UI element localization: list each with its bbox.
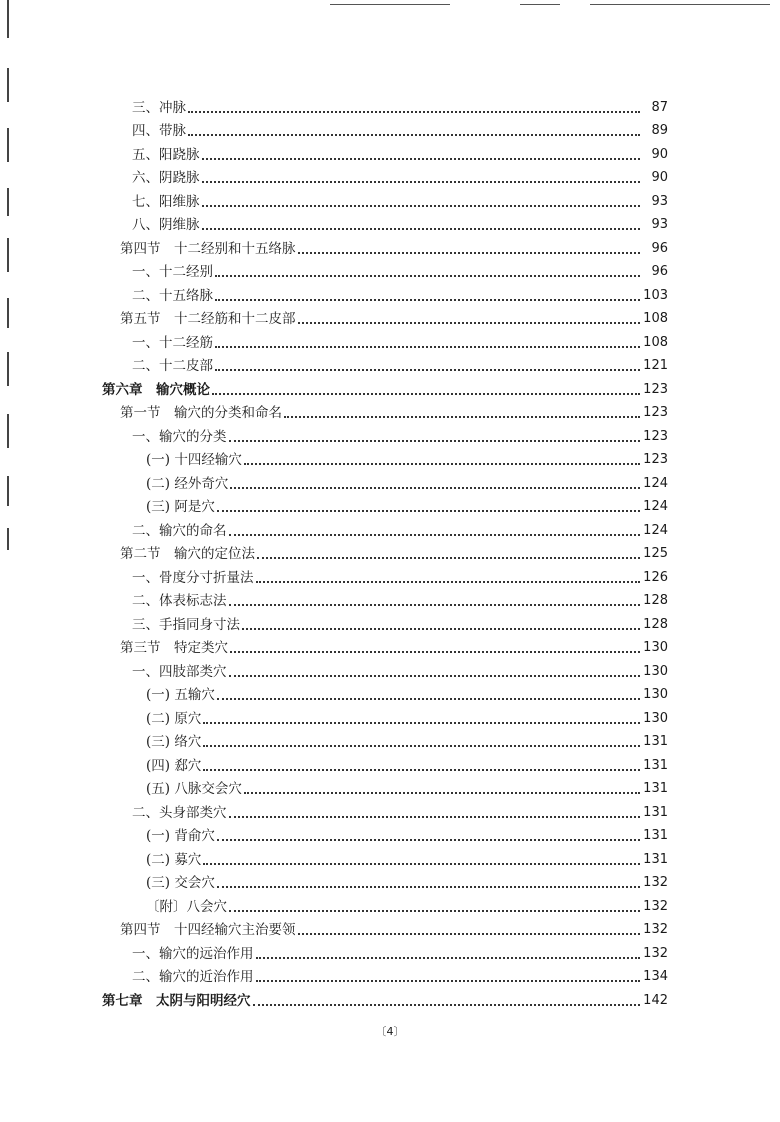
- toc-entry-page: 90: [651, 146, 668, 162]
- toc-entry-page: 132: [643, 875, 668, 890]
- toc-entry-page: 128: [643, 616, 668, 632]
- dot-leader: [203, 857, 640, 865]
- dot-leader: [217, 692, 640, 700]
- toc-entry[interactable]: [0, 327, 780, 351]
- toc-entry[interactable]: [0, 680, 780, 704]
- dot-leader: [229, 598, 641, 606]
- toc-entry[interactable]: [0, 515, 780, 539]
- toc-entry-label: 一、十二经筋: [132, 334, 213, 351]
- toc-entry[interactable]: [0, 539, 780, 563]
- toc-entry[interactable]: [0, 92, 780, 116]
- dot-leader: [202, 222, 641, 230]
- dot-leader: [217, 833, 640, 841]
- toc-entry[interactable]: [0, 186, 780, 210]
- toc-entry-page: 93: [651, 193, 668, 209]
- toc-entry-page: 131: [643, 804, 668, 820]
- toc-entry-label: 二、体表标志法: [132, 593, 227, 609]
- toc-entry[interactable]: [0, 609, 780, 633]
- toc-entry-label: 二、输穴的命名: [132, 522, 227, 539]
- dot-leader: [229, 434, 641, 442]
- toc-entry[interactable]: [0, 727, 780, 751]
- toc-entry[interactable]: [0, 116, 780, 140]
- toc-entry[interactable]: [0, 915, 780, 939]
- toc-entry-label: (二) 募穴: [146, 851, 202, 868]
- toc-entry[interactable]: [0, 703, 780, 727]
- toc-entry-page: 134: [643, 969, 668, 984]
- toc-entry-page: 125: [643, 546, 668, 561]
- toc-entry-label: 二、十五络脉: [132, 287, 213, 304]
- toc-entry-page: 121: [643, 358, 668, 373]
- toc-entry-label: 二、输穴的近治作用: [132, 969, 254, 985]
- scan-edge-line: [520, 4, 560, 5]
- toc-entry[interactable]: [0, 304, 780, 328]
- toc-entry[interactable]: [0, 257, 780, 281]
- toc-entry-label: 五、阳跷脉: [132, 146, 200, 163]
- scan-edge-line: [590, 4, 770, 5]
- toc-entry-page: 132: [643, 945, 668, 961]
- dot-leader: [212, 387, 640, 395]
- toc-entry-label: 第三节 特定类穴: [120, 640, 228, 656]
- toc-entry[interactable]: [0, 938, 780, 962]
- toc-entry-page: 123: [643, 405, 668, 420]
- dot-leader: [202, 199, 641, 207]
- dot-leader: [298, 316, 641, 324]
- toc-entry[interactable]: [0, 351, 780, 375]
- toc-entry[interactable]: [0, 421, 780, 445]
- toc-entry-label: 六、阴跷脉: [132, 170, 200, 186]
- toc-entry-label: 二、十二皮部: [132, 358, 213, 374]
- toc-entry[interactable]: [0, 821, 780, 845]
- toc-entry-page: 131: [643, 828, 668, 843]
- dot-leader: [298, 246, 641, 254]
- toc-entry[interactable]: [0, 750, 780, 774]
- toc-chapter-entry[interactable]: [0, 374, 780, 398]
- toc-entry-page: 126: [643, 569, 668, 585]
- dot-leader: [242, 622, 640, 630]
- scan-edge-line: [330, 4, 450, 5]
- toc-entry-label: 一、四肢部类穴: [132, 663, 227, 680]
- dot-leader: [244, 786, 640, 794]
- dot-leader: [202, 152, 641, 160]
- toc-entry-label: (五) 八脉交会穴: [146, 781, 242, 797]
- toc-entry-page: 132: [643, 922, 668, 937]
- dot-leader: [217, 504, 640, 512]
- dot-leader: [202, 175, 641, 183]
- dot-leader: [253, 998, 641, 1006]
- dot-leader: [229, 669, 641, 677]
- toc-entry-label: (一) 背俞穴: [146, 828, 215, 844]
- toc-entry[interactable]: [0, 844, 780, 868]
- toc-entry[interactable]: [0, 656, 780, 680]
- toc-entry-page: 130: [643, 640, 668, 655]
- toc-entry[interactable]: [0, 868, 780, 892]
- toc-entry-label: 第四节 十四经输穴主治要领: [120, 922, 296, 938]
- toc-entry-label: 三、手指同身寸法: [132, 616, 240, 633]
- toc-entry[interactable]: [0, 280, 780, 304]
- dot-leader: [256, 974, 641, 982]
- dot-leader: [229, 810, 641, 818]
- toc-entry-label: 第七章 太阴与阳明经穴: [102, 992, 251, 1009]
- dot-leader: [298, 927, 641, 935]
- toc-entry-page: 124: [643, 475, 668, 491]
- toc-entry[interactable]: [0, 797, 780, 821]
- dot-leader: [215, 293, 640, 301]
- toc-entry-page: 132: [643, 898, 668, 914]
- toc-entry-page: 130: [643, 663, 668, 679]
- toc-entry-page: 131: [643, 781, 668, 796]
- toc-entry-page: 123: [643, 452, 668, 467]
- toc-entry-page: 90: [651, 170, 668, 185]
- toc-entry[interactable]: [0, 633, 780, 657]
- toc-entry-page: 96: [651, 264, 668, 279]
- dot-leader: [230, 645, 640, 653]
- toc-entry[interactable]: [0, 962, 780, 986]
- toc-entry-label: 一、输穴的远治作用: [132, 945, 254, 962]
- toc-entry[interactable]: [0, 210, 780, 234]
- dot-leader: [203, 716, 640, 724]
- toc-entry-label: (三) 络穴: [146, 734, 202, 750]
- dot-leader: [244, 457, 640, 465]
- toc-entry-label: (二) 经外奇穴: [146, 475, 229, 492]
- dot-leader: [284, 410, 640, 418]
- toc-entry-label: 七、阳维脉: [132, 193, 200, 210]
- toc-entry-label: 八、阴维脉: [132, 217, 200, 233]
- dot-leader: [230, 481, 640, 489]
- binder-mark: [7, 0, 9, 38]
- toc-entry-label: (三) 交会穴: [146, 875, 215, 891]
- dot-leader: [188, 128, 640, 136]
- toc-entry-label: (四) 郄穴: [146, 757, 202, 774]
- dot-leader: [188, 105, 640, 113]
- toc-entry-label: (一) 五输穴: [146, 687, 215, 703]
- toc-entry-page: 96: [651, 240, 668, 256]
- toc-entry-label: (三) 阿是穴: [146, 499, 215, 515]
- toc-entry-page: 131: [643, 734, 668, 749]
- toc-entry-label: 四、带脉: [132, 123, 186, 139]
- toc-entry-page: 131: [643, 851, 668, 867]
- toc-entry-label: 〔附〕八会穴: [146, 898, 227, 915]
- toc-entry-page: 103: [643, 287, 668, 303]
- toc-entry-label: (一) 十四经输穴: [146, 452, 242, 468]
- page-number-footer: 〔4〕: [375, 1025, 405, 1038]
- toc-entry-page: 142: [643, 992, 668, 1008]
- toc-entry-label: 一、骨度分寸折量法: [132, 569, 254, 586]
- toc-entry-page: 123: [643, 428, 668, 444]
- dot-leader: [256, 575, 641, 583]
- toc-entry-label: 第二节 输穴的定位法: [120, 546, 255, 562]
- toc-entry-page: 123: [643, 381, 668, 397]
- toc-entry-page: 130: [643, 687, 668, 702]
- toc-entry-label: 第六章 输穴概论: [102, 381, 210, 398]
- toc-entry[interactable]: [0, 586, 780, 610]
- toc-entry[interactable]: [0, 163, 780, 187]
- dot-leader: [257, 551, 640, 559]
- table-of-contents: [0, 92, 780, 1009]
- toc-entry-page: 128: [643, 593, 668, 608]
- toc-entry[interactable]: [0, 468, 780, 492]
- toc-entry-page: 130: [643, 710, 668, 726]
- toc-entry[interactable]: [0, 139, 780, 163]
- toc-entry[interactable]: [0, 774, 780, 798]
- toc-entry-label: 一、十二经别: [132, 264, 213, 280]
- toc-entry-page: 131: [643, 757, 668, 773]
- toc-entry[interactable]: [0, 445, 780, 469]
- toc-entry[interactable]: [0, 398, 780, 422]
- toc-entry[interactable]: [0, 492, 780, 516]
- dot-leader: [229, 904, 640, 912]
- toc-entry-label: 二、头身部类穴: [132, 804, 227, 821]
- toc-entry-page: 108: [643, 334, 668, 350]
- dot-leader: [203, 763, 640, 771]
- toc-entry-label: 一、输穴的分类: [132, 428, 227, 445]
- toc-entry-page: 124: [643, 522, 668, 538]
- dot-leader: [215, 269, 640, 277]
- toc-entry-page: 93: [651, 217, 668, 232]
- toc-entry[interactable]: [0, 233, 780, 257]
- toc-chapter-entry[interactable]: [0, 985, 780, 1009]
- toc-entry-label: (二) 原穴: [146, 710, 202, 727]
- toc-entry[interactable]: [0, 562, 780, 586]
- dot-leader: [215, 340, 640, 348]
- dot-leader: [217, 880, 640, 888]
- toc-entry-page: 87: [651, 99, 668, 115]
- toc-entry-label: 第四节 十二经别和十五络脉: [120, 240, 296, 257]
- toc-entry-page: 108: [643, 311, 668, 326]
- dot-leader: [256, 951, 641, 959]
- toc-entry-label: 第一节 输穴的分类和命名: [120, 405, 282, 421]
- toc-entry-label: 三、冲脉: [132, 99, 186, 116]
- dot-leader: [215, 363, 640, 371]
- toc-entry-page: 124: [643, 499, 668, 514]
- toc-entry-label: 第五节 十二经筋和十二皮部: [120, 311, 296, 327]
- toc-entry[interactable]: [0, 891, 780, 915]
- dot-leader: [229, 528, 641, 536]
- toc-entry-page: 89: [651, 123, 668, 138]
- dot-leader: [203, 739, 640, 747]
